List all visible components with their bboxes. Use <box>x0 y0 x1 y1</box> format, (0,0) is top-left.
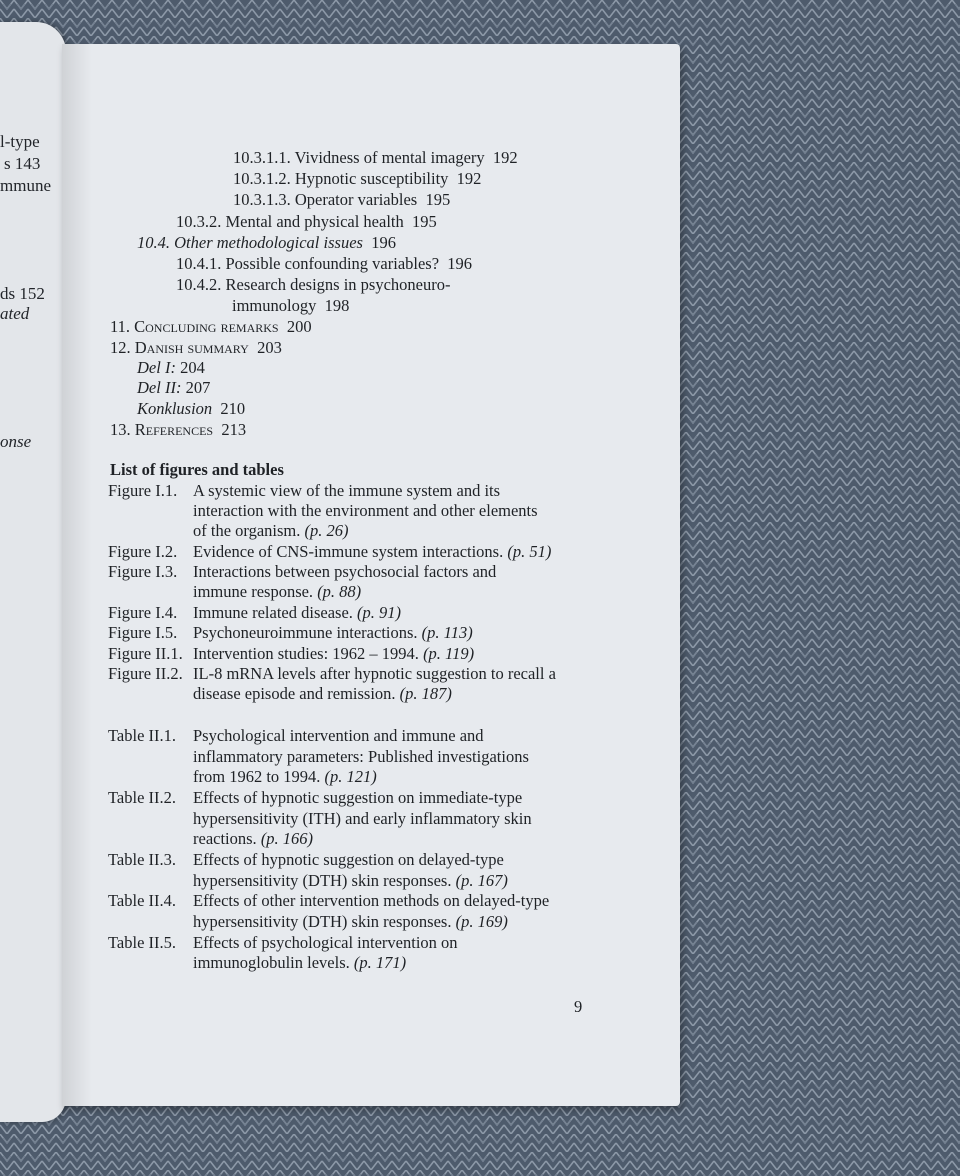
table-label: Table II.3. <box>108 850 177 869</box>
figure-caption: disease episode and remission. (p. 187) <box>193 684 452 703</box>
table-caption: reactions. (p. 166) <box>193 829 314 848</box>
left-fragment: mmune <box>0 176 51 195</box>
figure-caption: IL-8 mRNA levels after hypnotic suggestion to recall a <box>193 664 556 683</box>
table-caption: hypersensitivity (DTH) skin responses. (p. 167) <box>193 871 508 890</box>
figure-label: Figure II.2. <box>108 664 183 683</box>
left-fragment: ds 152 <box>0 284 45 303</box>
table-caption: inflammatory parameters: Published investigations <box>193 747 529 766</box>
toc-entry: 11. Concluding remarks 200 <box>110 317 312 336</box>
figure-caption: Evidence of CNS-immune system interactions. (p. 51) <box>193 542 552 561</box>
table-caption: Psychological intervention and immune and <box>193 726 484 745</box>
figure-label: Figure I.5. <box>108 623 178 642</box>
list-heading: List of figures and tables <box>110 460 284 479</box>
figure-caption: A systemic view of the immune system and its <box>193 481 501 500</box>
table-caption: from 1962 to 1994. (p. 121) <box>193 767 377 786</box>
figure-label: Figure II.1. <box>108 644 183 663</box>
figure-label: Figure I.3. <box>108 562 178 581</box>
toc-entry: 10.3.1.2. Hypnotic susceptibility 192 <box>233 169 482 188</box>
toc-entry: Del I: 204 <box>137 358 205 377</box>
figure-caption: Immune related disease. (p. 91) <box>193 603 402 622</box>
book-page <box>62 44 680 1106</box>
left-fragment: ated <box>0 304 30 323</box>
toc-entry: 10.3.2. Mental and physical health 195 <box>176 212 437 231</box>
left-fragment: onse <box>0 432 32 451</box>
table-caption: Effects of psychological intervention on <box>193 933 458 952</box>
left-fragment: l-type <box>0 132 40 151</box>
table-label: Table II.4. <box>108 891 177 910</box>
figure-caption: of the organism. (p. 26) <box>193 521 349 540</box>
left-fragment: s 143 <box>4 154 41 173</box>
table-caption: immunoglobulin levels. (p. 171) <box>193 953 407 972</box>
toc-entry: 10.3.1.1. Vividness of mental imagery 192 <box>233 148 518 167</box>
toc-entry: Konklusion 210 <box>137 399 246 418</box>
table-caption: Effects of other intervention methods on delayed-type <box>193 891 550 910</box>
figure-caption: immune response. (p. 88) <box>193 582 362 601</box>
table-label: Table II.1. <box>108 726 177 745</box>
figure-caption: Interactions between psychosocial factors and <box>193 562 497 581</box>
table-caption: Effects of hypnotic suggestion on delayed-type <box>193 850 504 869</box>
toc-entry: 10.4. Other methodological issues 196 <box>137 233 396 252</box>
toc-entry: 10.3.1.3. Operator variables 195 <box>233 190 451 209</box>
figure-caption: Intervention studies: 1962 – 1994. (p. 119) <box>193 644 475 663</box>
page-number: 9 <box>574 997 583 1016</box>
toc-entry: 12. Danish summary 203 <box>110 338 282 357</box>
table-caption: Effects of hypnotic suggestion on immediate-type <box>193 788 523 807</box>
table-caption: hypersensitivity (ITH) and early inflammatory skin <box>193 809 532 828</box>
toc-entry: Del II: 207 <box>137 378 211 397</box>
table-label: Table II.2. <box>108 788 177 807</box>
figure-label: Figure I.2. <box>108 542 178 561</box>
figure-label: Figure I.1. <box>108 481 178 500</box>
table-label: Table II.5. <box>108 933 177 952</box>
table-caption: hypersensitivity (DTH) skin responses. (p. 169) <box>193 912 508 931</box>
toc-entry: 13. References 213 <box>110 420 247 439</box>
figure-caption: interaction with the environment and other elements <box>193 501 538 520</box>
figure-caption: Psychoneuroimmune interactions. (p. 113) <box>193 623 473 642</box>
left-page <box>0 22 66 1122</box>
toc-entry: 10.4.2. Research designs in psychoneuro- <box>176 275 451 294</box>
toc-entry: 10.4.1. Possible confounding variables? 196 <box>176 254 473 273</box>
figure-label: Figure I.4. <box>108 603 178 622</box>
toc-entry-continuation: immunology 198 <box>232 296 350 315</box>
